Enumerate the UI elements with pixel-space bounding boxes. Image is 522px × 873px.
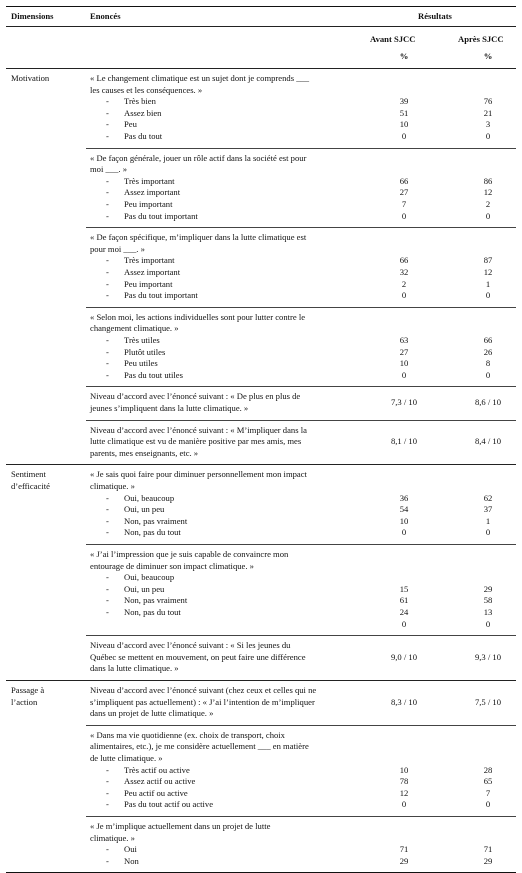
item-rule xyxy=(86,544,516,545)
bullet-dash: - xyxy=(106,199,109,209)
bullet-dash: - xyxy=(106,492,109,503)
answer-label: Peu utiles xyxy=(124,358,158,369)
item-rule xyxy=(86,148,516,149)
answer-label: Très actif ou active xyxy=(124,764,190,775)
value-avant: 54 xyxy=(399,504,409,515)
value-avant: 39 xyxy=(399,96,409,107)
bullet-dash: - xyxy=(106,583,109,594)
item-rule xyxy=(86,307,516,308)
bullet-dash: - xyxy=(106,527,109,538)
answer-label: Non, pas vraiment xyxy=(124,515,188,526)
dimension-label: Sentiment xyxy=(11,469,46,480)
statement-text: les causes et les conséquences. » xyxy=(90,84,203,95)
value-apres: 0 xyxy=(485,369,491,380)
score-apres: 7,5 / 10 xyxy=(474,696,502,707)
statement-text: Niveau d’accord avec l’énoncé suivant (chez ceux et celles qui ne xyxy=(90,685,317,695)
answer-label: Très bien xyxy=(124,96,156,107)
answer-label: Oui, beaucoup xyxy=(124,572,175,583)
answer-label: Oui, beaucoup xyxy=(124,492,175,503)
answer-label: Pas du tout important xyxy=(124,210,198,221)
value-avant: 10 xyxy=(399,119,409,130)
statement-text: « Le changement climatique est un sujet dont je comprends ___ xyxy=(90,73,310,83)
value-avant: 7 xyxy=(401,199,407,209)
bullet-dash: - xyxy=(106,358,109,369)
value-avant: 24 xyxy=(399,607,409,617)
value-apres: 62 xyxy=(483,492,493,503)
dimension-label: l’action xyxy=(11,696,38,707)
value-apres: 87 xyxy=(483,255,493,266)
answer-label: Non, pas du tout xyxy=(124,527,181,538)
value-avant: 61 xyxy=(399,595,409,606)
header-resultats: Résultats xyxy=(418,11,452,21)
bullet-dash: - xyxy=(106,764,109,775)
statement-text: « Dans ma vie quotidienne (ex. choix de transport, choix xyxy=(90,729,285,740)
value-apres: 21 xyxy=(483,107,493,118)
value-apres: 71 xyxy=(483,844,493,855)
bullet-dash: - xyxy=(106,187,109,198)
section-rule xyxy=(6,464,516,465)
header-apres: Après SJCC xyxy=(458,34,504,44)
value-apres: 28 xyxy=(483,764,493,775)
answer-label: Pas du tout utiles xyxy=(124,369,183,380)
value-apres: 12 xyxy=(483,187,493,198)
statement-text: entourage de diminuer son impact climatique. » xyxy=(90,560,254,571)
score-apres: 8,4 / 10 xyxy=(474,436,502,447)
value-avant: 36 xyxy=(399,492,409,503)
answer-label: Non xyxy=(124,855,139,866)
value-avant: 0 xyxy=(401,210,407,221)
bullet-dash: - xyxy=(106,335,109,345)
bullet-dash: - xyxy=(106,607,109,617)
bullet-dash: - xyxy=(106,504,109,515)
value-apres: 58 xyxy=(483,595,493,606)
answer-label: Non, pas vraiment xyxy=(124,595,188,606)
item-rule xyxy=(86,725,516,726)
bullet-dash: - xyxy=(106,290,109,301)
statement-text: « J’ai l’impression que je suis capable de convaincre mon xyxy=(90,549,289,559)
statement-text: « De façon spécifique, m’impliquer dans la lutte climatique est xyxy=(90,232,307,243)
value-apres: 7 xyxy=(485,787,491,798)
answer-label: Peu xyxy=(124,119,137,130)
value-avant: 2 xyxy=(401,278,407,289)
answer-label: Non, pas du tout xyxy=(124,607,181,617)
value-avant: 10 xyxy=(399,515,409,526)
value-avant: 10 xyxy=(399,764,409,775)
header-enonces: Enoncés xyxy=(90,11,121,21)
statement-text: changement climatique. » xyxy=(90,323,179,334)
value-apres: 65 xyxy=(483,776,493,787)
statement-text: moi ___. » xyxy=(90,164,128,175)
value-apres: 0 xyxy=(485,799,491,810)
header-avant: Avant SJCC xyxy=(370,34,416,44)
statement-text: dans la lutte climatique. » xyxy=(90,663,179,674)
dimension-label: d’efficacité xyxy=(11,481,50,491)
section-rule xyxy=(6,680,516,681)
bullet-dash: - xyxy=(106,572,109,583)
statement-text: Niveau d’accord avec l’énoncé suivant : « M’impliquer dans la xyxy=(90,424,307,435)
item-rule xyxy=(86,635,516,636)
bullet-dash: - xyxy=(106,175,109,186)
dimension-label: Passage à xyxy=(11,685,45,695)
bullet-dash: - xyxy=(106,799,109,810)
value-avant: 0 xyxy=(401,369,407,380)
answer-label: Peu important xyxy=(124,199,173,209)
answer-label: Plutôt utiles xyxy=(124,346,166,357)
statement-text: pour moi ___. » xyxy=(90,243,145,254)
value-avant: 15 xyxy=(399,583,409,594)
value-avant: 66 xyxy=(399,255,409,266)
value-avant: 66 xyxy=(399,175,409,186)
statement-text: alimentaires, etc.), je me considère actuellement ___ en matière xyxy=(90,741,309,752)
statement-text: « De façon générale, jouer un rôle actif dans la société est pour xyxy=(90,152,307,163)
bullet-dash: - xyxy=(106,119,109,130)
answer-label: Peu important xyxy=(124,278,173,289)
answer-label: Pas du tout xyxy=(124,131,163,141)
statement-text: de lutte climatique. » xyxy=(90,753,163,763)
dimension-label: Motivation xyxy=(11,73,50,83)
statement-text: jeunes s’impliquent dans la lutte climatique. » xyxy=(90,403,249,413)
answer-label: Peu actif ou active xyxy=(124,787,188,798)
value-apres: 29 xyxy=(483,855,493,866)
item-rule xyxy=(86,227,516,228)
item-rule xyxy=(86,386,516,387)
statement-text: s’impliquent pas actuellement) : « J’ai l’intention de m’impliquer xyxy=(90,696,315,707)
bullet-dash: - xyxy=(106,844,109,855)
score-avant: 9,0 / 10 xyxy=(390,651,418,662)
value-avant: 71 xyxy=(399,844,409,855)
statement-text: parents, mes enseignants, etc. » xyxy=(90,447,199,458)
bullet-dash: - xyxy=(106,776,109,787)
statement-text: climatique. » xyxy=(90,832,135,843)
value-avant: 27 xyxy=(399,346,409,357)
value-avant: 0 xyxy=(401,618,407,629)
statement-text: « Selon moi, les actions individuelles sont pour lutter contre le xyxy=(90,311,306,322)
bullet-dash: - xyxy=(106,107,109,118)
statement-text: climatique. » xyxy=(90,481,135,491)
score-avant: 7,3 / 10 xyxy=(390,397,418,408)
statement-text: « Je m’implique actuellement dans un projet de lutte xyxy=(90,821,271,831)
answer-label: Très utiles xyxy=(124,335,160,345)
value-avant: 78 xyxy=(399,776,409,787)
value-avant: 27 xyxy=(399,187,409,198)
bullet-dash: - xyxy=(106,278,109,289)
answer-label: Très important xyxy=(124,255,175,266)
item-rule xyxy=(86,816,516,817)
value-avant: 32 xyxy=(399,267,409,277)
statement-text: dans un projet de lutte climatique. » xyxy=(90,708,214,719)
value-avant: 12 xyxy=(399,787,409,798)
section-rule xyxy=(6,68,516,69)
header-pct-avant: % xyxy=(399,51,409,61)
header-dimensions: Dimensions xyxy=(11,11,54,21)
value-apres: 2 xyxy=(485,199,491,209)
value-apres: 12 xyxy=(483,267,493,277)
answer-label: Assez important xyxy=(124,187,181,198)
value-apres: 8 xyxy=(485,358,491,369)
value-apres: 13 xyxy=(483,607,493,617)
score-apres: 9,3 / 10 xyxy=(474,651,502,662)
value-avant: 0 xyxy=(401,527,407,538)
value-apres: 0 xyxy=(485,290,491,301)
score-avant: 8,1 / 10 xyxy=(390,436,418,447)
value-apres: 29 xyxy=(483,583,493,594)
value-apres: 37 xyxy=(483,504,493,515)
value-apres: 0 xyxy=(485,210,491,221)
value-avant: 51 xyxy=(399,107,409,118)
value-avant: 29 xyxy=(399,855,409,866)
answer-label: Assez bien xyxy=(124,107,162,118)
score-apres: 8,6 / 10 xyxy=(474,397,502,408)
statement-text: « Je sais quoi faire pour diminuer personnellement mon impact xyxy=(90,469,307,480)
value-avant: 0 xyxy=(401,290,407,301)
value-avant: 0 xyxy=(401,131,407,141)
answer-label: Très important xyxy=(124,175,175,186)
value-apres: 66 xyxy=(483,335,493,345)
answer-label: Pas du tout actif ou active xyxy=(124,799,214,810)
answer-label: Pas du tout important xyxy=(124,290,198,301)
answer-label: Oui xyxy=(124,844,137,855)
answer-label: Assez actif ou active xyxy=(124,776,196,787)
bullet-dash: - xyxy=(106,787,109,798)
table-top-rule xyxy=(6,6,516,7)
value-apres: 0 xyxy=(485,131,491,141)
answer-label: Oui, un peu xyxy=(124,504,165,515)
bullet-dash: - xyxy=(106,855,109,866)
value-apres: 26 xyxy=(483,346,493,357)
bullet-dash: - xyxy=(106,515,109,526)
statement-text: Niveau d’accord avec l’énoncé suivant : « De plus en plus de xyxy=(90,391,301,402)
item-rule xyxy=(86,420,516,421)
bullet-dash: - xyxy=(106,96,109,107)
value-avant: 10 xyxy=(399,358,409,369)
value-avant: 63 xyxy=(399,335,409,345)
bullet-dash: - xyxy=(106,210,109,221)
value-apres: 1 xyxy=(485,278,491,289)
value-apres: 86 xyxy=(483,175,493,186)
value-apres: 1 xyxy=(485,515,491,526)
header-rule xyxy=(6,26,516,27)
answer-label: Oui, un peu xyxy=(124,583,165,594)
bullet-dash: - xyxy=(106,131,109,141)
header-pct-apres: % xyxy=(483,51,493,61)
value-apres: 76 xyxy=(483,96,493,107)
bullet-dash: - xyxy=(106,369,109,380)
value-apres: 3 xyxy=(485,119,491,130)
bullet-dash: - xyxy=(106,346,109,357)
value-avant: 0 xyxy=(401,799,407,810)
statement-text: Québec se mettent en mouvement, on peut faire une différence xyxy=(90,651,306,662)
statement-text: lutte climatique est vu de manière positive par mes amis, mes xyxy=(90,436,302,447)
score-avant: 8,3 / 10 xyxy=(390,696,418,707)
value-apres: 0 xyxy=(485,527,491,538)
bullet-dash: - xyxy=(106,255,109,266)
answer-label: Assez important xyxy=(124,267,181,277)
statement-text: Niveau d’accord avec l’énoncé suivant : « Si les jeunes du xyxy=(90,640,291,651)
bullet-dash: - xyxy=(106,595,109,606)
value-apres: 0 xyxy=(485,618,491,629)
bullet-dash: - xyxy=(106,267,109,277)
